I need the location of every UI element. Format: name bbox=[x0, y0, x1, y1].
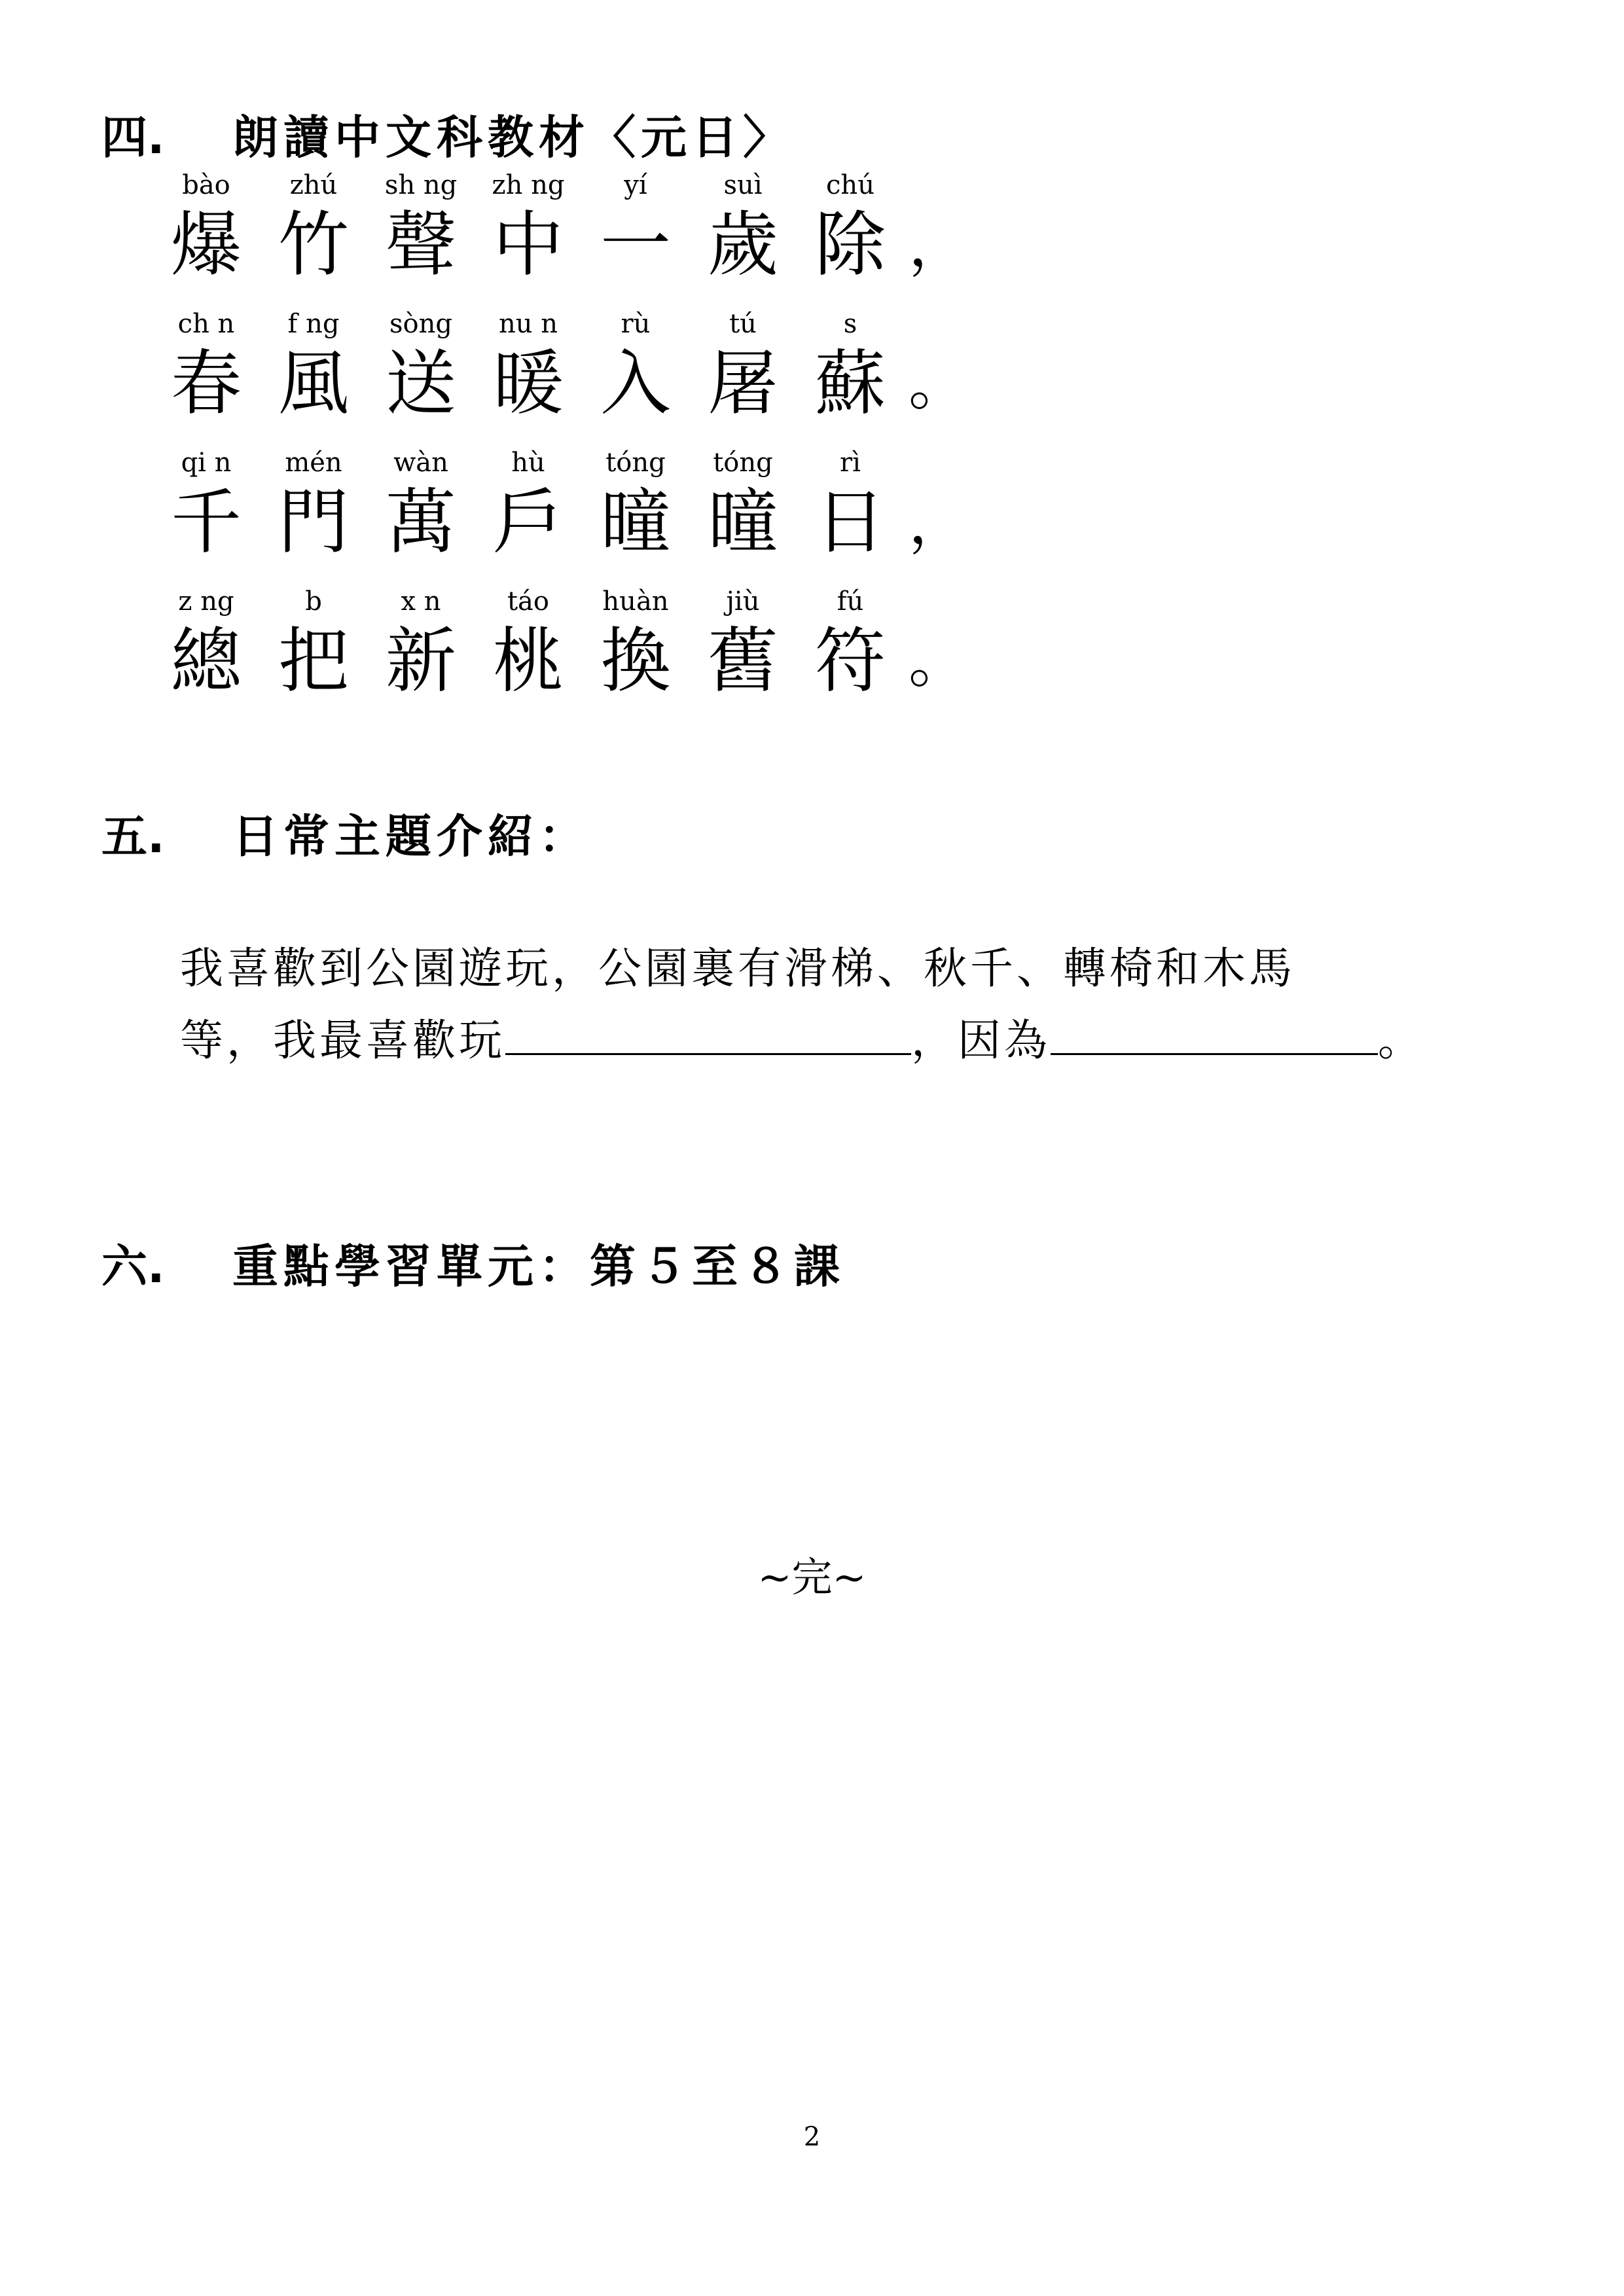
hanzi-character: 春 bbox=[170, 343, 242, 425]
pinyin: chú bbox=[826, 170, 875, 200]
pinyin: rì bbox=[840, 448, 861, 478]
poem-character-cell bbox=[801, 585, 909, 724]
pinyin: tóng bbox=[713, 448, 773, 478]
hanzi-character: 曈 bbox=[707, 482, 778, 564]
hanzi-character: 舊 bbox=[707, 620, 778, 702]
poem-character-cell bbox=[479, 446, 586, 585]
poem-character-cell bbox=[479, 585, 586, 724]
verse-punctuation: ， bbox=[909, 488, 967, 557]
poem-character-cell bbox=[801, 169, 909, 308]
section-4-number: 四. bbox=[101, 111, 165, 164]
hanzi-character: 日 bbox=[814, 482, 886, 564]
pinyin: s bbox=[843, 309, 857, 339]
poem-character-cell bbox=[264, 308, 372, 446]
hanzi-character: 送 bbox=[385, 343, 456, 425]
poem-character-cell bbox=[157, 308, 264, 446]
pinyin: sh ng bbox=[384, 170, 458, 200]
pinyin: tóng bbox=[605, 448, 666, 478]
fill-blank-reason[interactable] bbox=[1051, 1007, 1378, 1055]
hanzi-character: 把 bbox=[278, 620, 349, 702]
pinyin: táo bbox=[507, 586, 549, 617]
pinyin: wàn bbox=[393, 448, 448, 478]
poem-character-cell bbox=[694, 308, 801, 446]
poem-character-cell bbox=[586, 169, 694, 308]
hanzi-character: 屠 bbox=[707, 343, 778, 425]
pinyin: hù bbox=[511, 448, 545, 478]
poem-character-cell bbox=[694, 169, 801, 308]
page-number: 2 bbox=[803, 2122, 821, 2152]
hanzi-character: 萬 bbox=[385, 482, 456, 564]
fill-blank-favorite[interactable] bbox=[505, 1007, 911, 1055]
poem-character-cell bbox=[372, 585, 479, 724]
pinyin: zhú bbox=[289, 170, 338, 200]
poem-character-cell bbox=[694, 446, 801, 585]
poem-character-cell bbox=[264, 169, 372, 308]
pinyin: mén bbox=[285, 448, 342, 478]
paragraph-line-2 bbox=[180, 1005, 1528, 1077]
section-5-heading bbox=[101, 804, 590, 869]
section-5-title: 日常主題介紹： bbox=[232, 810, 590, 863]
section-4-heading bbox=[101, 105, 794, 170]
paragraph-line-2-middle: ，因為 bbox=[911, 1015, 1051, 1066]
pinyin: huàn bbox=[602, 586, 669, 617]
hanzi-character: 聲 bbox=[385, 204, 456, 286]
poem-verse bbox=[157, 585, 1008, 724]
pinyin: tú bbox=[729, 309, 757, 339]
hanzi-character: 總 bbox=[170, 620, 242, 702]
paragraph-line-2-start: 等，我最喜歡玩 bbox=[180, 1015, 505, 1066]
hanzi-character: 入 bbox=[600, 343, 671, 425]
pinyin: yí bbox=[624, 170, 647, 200]
pinyin: rù bbox=[621, 309, 651, 339]
hanzi-character: 蘇 bbox=[814, 343, 886, 425]
hanzi-character: 暖 bbox=[492, 343, 564, 425]
poem-verse bbox=[157, 446, 1008, 585]
poem-character-cell bbox=[372, 169, 479, 308]
poem-character-cell bbox=[157, 169, 264, 308]
poem-character-cell bbox=[586, 446, 694, 585]
poem-character-cell bbox=[372, 308, 479, 446]
hanzi-character: 符 bbox=[814, 620, 886, 702]
poem-verse bbox=[157, 308, 1008, 446]
section-4-title: 朗讀中文科教材〈元日〉 bbox=[232, 111, 794, 164]
poem-verse bbox=[157, 169, 1008, 308]
hanzi-character: 竹 bbox=[278, 204, 349, 286]
pinyin: sòng bbox=[389, 309, 452, 339]
poem-yuan-ri bbox=[157, 169, 1008, 724]
pinyin: jiù bbox=[726, 586, 760, 617]
end-mark: ~完~ bbox=[757, 1553, 867, 1601]
hanzi-character: 爆 bbox=[170, 204, 242, 286]
pinyin: z ng bbox=[178, 586, 234, 617]
poem-character-cell bbox=[694, 585, 801, 724]
hanzi-character: 千 bbox=[170, 482, 242, 564]
pinyin: bào bbox=[182, 170, 230, 200]
pinyin: f ng bbox=[287, 309, 340, 339]
section-5-number: 五. bbox=[101, 810, 165, 863]
section-6-title: 重點學習單元：第５至８課 bbox=[232, 1240, 845, 1293]
pinyin: fú bbox=[837, 586, 864, 617]
poem-character-cell bbox=[479, 308, 586, 446]
pinyin: x n bbox=[401, 586, 441, 617]
poem-character-cell bbox=[157, 446, 264, 585]
hanzi-character: 歲 bbox=[707, 204, 778, 286]
pinyin: ch n bbox=[177, 309, 235, 339]
verse-punctuation: 。 bbox=[909, 627, 967, 696]
poem-character-cell bbox=[372, 446, 479, 585]
verse-punctuation: 。 bbox=[909, 350, 967, 418]
hanzi-character: 換 bbox=[600, 620, 671, 702]
hanzi-character: 桃 bbox=[492, 620, 564, 702]
poem-character-cell bbox=[801, 308, 909, 446]
poem-character-cell bbox=[586, 308, 694, 446]
poem-character-cell bbox=[586, 585, 694, 724]
hanzi-character: 除 bbox=[814, 204, 886, 286]
hanzi-character: 中 bbox=[492, 204, 564, 286]
poem-character-cell bbox=[479, 169, 586, 308]
poem-character-cell bbox=[157, 585, 264, 724]
hanzi-character: 戶 bbox=[492, 482, 564, 564]
paragraph-line-2-end: 。 bbox=[1378, 1015, 1424, 1066]
pinyin: b bbox=[305, 586, 322, 617]
daily-topic-paragraph bbox=[180, 933, 1528, 1077]
hanzi-character: 新 bbox=[385, 620, 456, 702]
pinyin: suì bbox=[723, 170, 763, 200]
poem-character-cell bbox=[801, 446, 909, 585]
poem-character-cell bbox=[264, 585, 372, 724]
verse-punctuation: ， bbox=[909, 211, 967, 279]
hanzi-character: 風 bbox=[278, 343, 349, 425]
hanzi-character: 曈 bbox=[600, 482, 671, 564]
pinyin: zh ng bbox=[492, 170, 565, 200]
pinyin: qi n bbox=[181, 448, 232, 478]
pinyin: nu n bbox=[499, 309, 558, 339]
section-6-number: 六. bbox=[101, 1240, 165, 1293]
hanzi-character: 門 bbox=[278, 482, 349, 564]
section-6-heading bbox=[101, 1234, 845, 1299]
poem-character-cell bbox=[264, 446, 372, 585]
paragraph-line-1: 我喜歡到公園遊玩，公園裏有滑梯、秋千、轉椅和木馬 bbox=[180, 943, 1295, 994]
hanzi-character: 一 bbox=[600, 204, 671, 286]
